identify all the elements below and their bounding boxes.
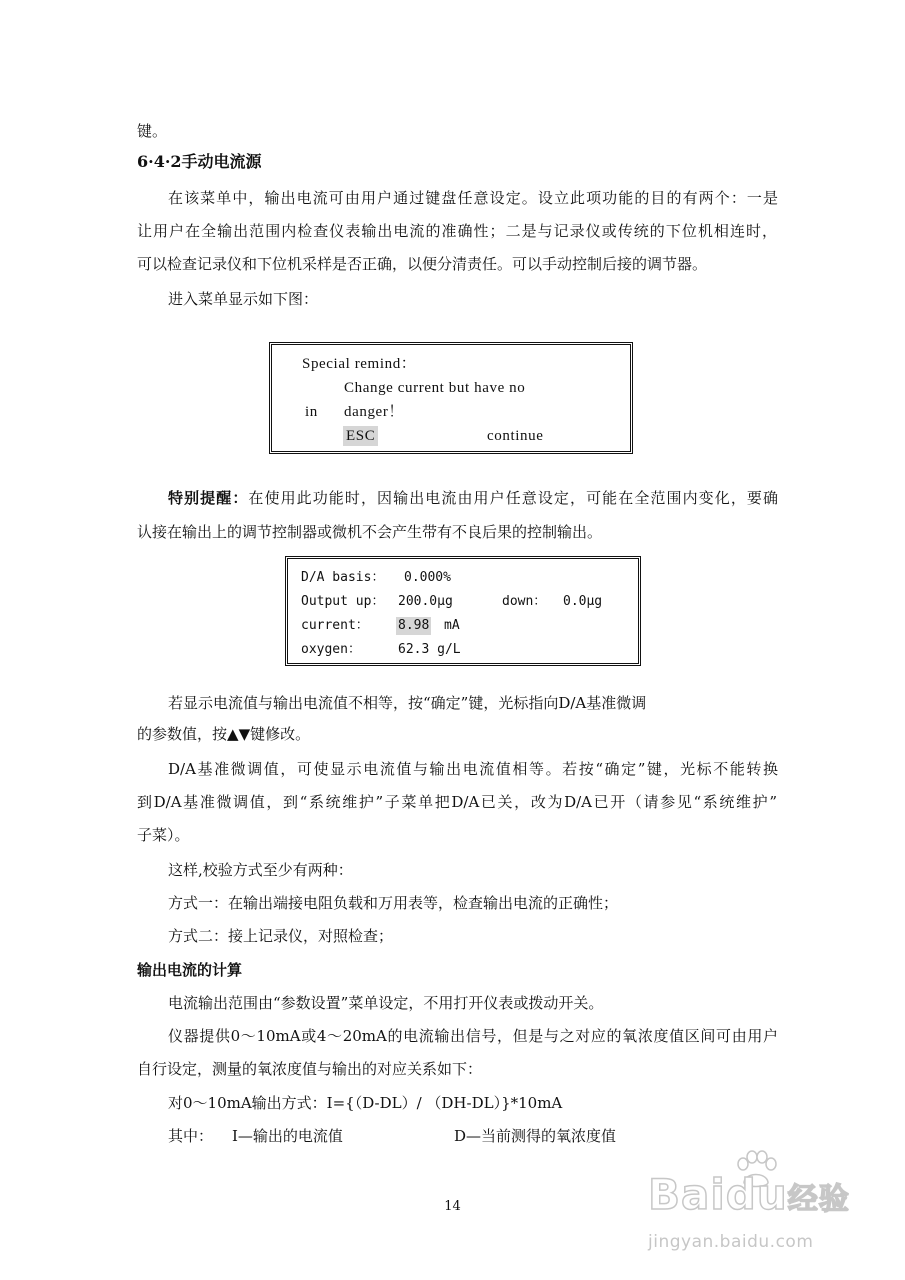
enter-menu-text: 进入菜单显示如下图： bbox=[168, 290, 319, 308]
esc-option[interactable]: ESC bbox=[343, 426, 378, 446]
oxygen-value: 62.3 g/L bbox=[398, 642, 461, 657]
calc-heading: 输出电流的计算 bbox=[137, 961, 243, 979]
da-basis-label: D/A basis： bbox=[301, 570, 385, 585]
intro-line-2: 让用户在全输出范围内检查仪表输出电流的准确性；二是与记录仪或传统的下位机相连时， bbox=[137, 222, 777, 240]
adjust-line-1: 若显示电流值与输出电流值不相等，按“确定”键，光标指向D/A基准微调 bbox=[168, 694, 647, 712]
intro-line-3: 可以检查记录仪和下位机采样是否正确，以便分清责任。可以手动控制后接的调节器。 bbox=[137, 255, 708, 273]
oxygen-label: oxygen： bbox=[301, 642, 361, 657]
baidu-logo-du: du bbox=[725, 1170, 788, 1219]
output-up-value: 200.0μg bbox=[398, 594, 453, 609]
adjust-line-2 bbox=[137, 724, 777, 744]
up-arrow-icon: ▲ bbox=[227, 725, 239, 743]
output-up-label: Output up： bbox=[301, 594, 385, 609]
baidu-logo-text: Bai bbox=[648, 1170, 726, 1219]
where-d: D—当前测得的氧浓度值 bbox=[454, 1127, 617, 1145]
method-two: 方式二：接上记录仪，对照检查； bbox=[168, 927, 394, 945]
where-line bbox=[168, 1126, 778, 1146]
current-unit: mA bbox=[444, 618, 460, 633]
da-basis-value: 0.000% bbox=[404, 570, 451, 585]
remind-prefix: in bbox=[305, 404, 318, 420]
method-one: 方式一：在输出端接电阻负载和万用表等，检查输出电流的正确性； bbox=[168, 894, 619, 912]
remind-line-1: Change current but have no bbox=[344, 380, 526, 396]
baidu-logo bbox=[648, 1170, 850, 1219]
special-remind-display bbox=[269, 342, 633, 454]
remind-title: Special remind： bbox=[302, 356, 417, 372]
special-note-text-1: 在使用此功能时，因输出电流由用户任意设定，可能在全范围内变化，要确 bbox=[248, 489, 778, 507]
da-display bbox=[285, 556, 641, 666]
da-para-line-2: 到D/A基准微调值，到“系统维护”子菜单把D/A已关，改为D/A已开（请参见“系统维护” bbox=[137, 793, 777, 811]
down-value: 0.0μg bbox=[563, 594, 603, 609]
calc-paragraph-2-line-1: 仪器提供0～10mA或4～20mA的电流输出信号，但是与之对应的氧浓度值区间可由用户 bbox=[168, 1027, 778, 1045]
where-label: 其中： bbox=[168, 1127, 214, 1145]
da-para-line-3: 子菜）。 bbox=[137, 826, 190, 844]
down-label: down： bbox=[502, 594, 547, 609]
calc-paragraph-1: 电流输出范围由“参数设置”菜单设定，不用打开仪表或拨动开关。 bbox=[168, 994, 604, 1012]
down-arrow-icon: ▼ bbox=[238, 725, 251, 743]
special-note-line-1 bbox=[168, 488, 778, 508]
baidu-url: jingyan.baidu.com bbox=[648, 1232, 814, 1252]
section-heading: 6·4·2手动电流源 bbox=[137, 152, 262, 171]
current-label: current： bbox=[301, 618, 369, 633]
special-note-label: 特别提醒： bbox=[168, 489, 249, 507]
da-para-line-1: D/A基准微调值，可使显示电流值与输出电流值相等。若按“确定”键，光标不能转换 bbox=[168, 760, 778, 778]
formula: 对0～10mA输出方式：I={（D-DL）/ （DH-DL）}*10mA bbox=[168, 1094, 563, 1112]
baidu-watermark bbox=[640, 1150, 880, 1270]
remind-line-2: danger！ bbox=[344, 404, 405, 420]
baidu-logo-cn: 经验 bbox=[787, 1182, 850, 1217]
continued-text: 键。 bbox=[137, 122, 168, 140]
intro-line-1: 在该菜单中，输出电流可由用户通过键盘任意设定。设立此项功能的目的有两个：一是 bbox=[168, 189, 778, 207]
page-number: 14 bbox=[444, 1199, 461, 1214]
adjust-line-2b: 键修改。 bbox=[250, 725, 311, 743]
continue-option[interactable]: continue bbox=[487, 428, 544, 444]
current-value[interactable]: 8.98 bbox=[398, 618, 430, 633]
special-note-line-2: 认接在输出上的调节控制器或微机不会产生带有不良后果的控制输出。 bbox=[137, 523, 603, 541]
where-i: I—输出的电流值 bbox=[232, 1127, 343, 1145]
calc-paragraph-2-line-2: 自行设定，测量的氧浓度值与输出的对应关系如下： bbox=[137, 1060, 483, 1078]
methods-intro: 这样,校验方式至少有两种： bbox=[168, 861, 353, 879]
adjust-line-2a: 的参数值，按 bbox=[137, 725, 228, 743]
